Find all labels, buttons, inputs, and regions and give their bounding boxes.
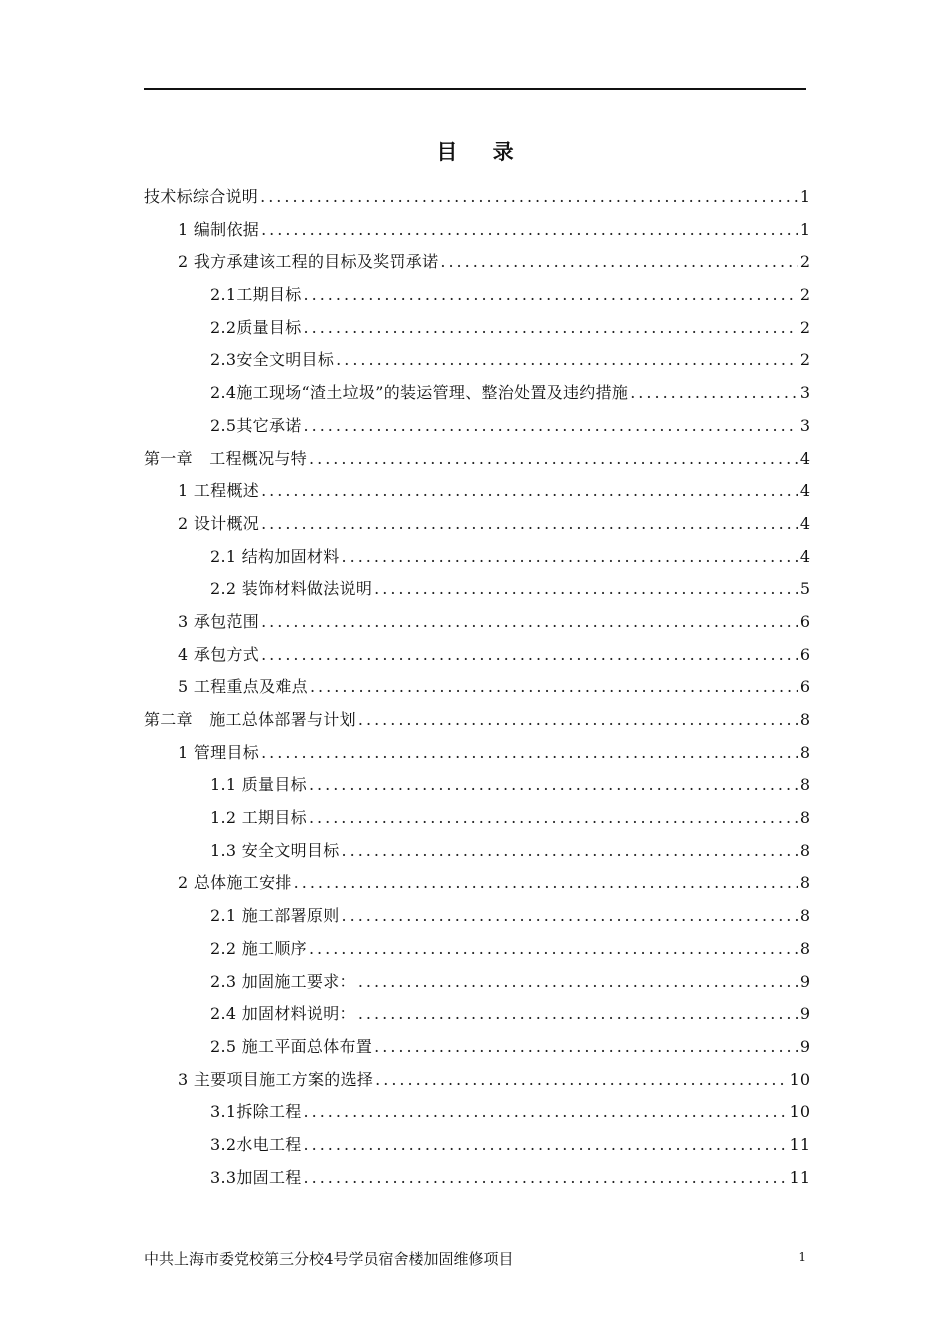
toc-dot-leader [336, 350, 798, 369]
toc-entry-label: 技术标综合说明 [144, 187, 259, 206]
toc-entry-page: 2 [799, 252, 810, 272]
toc-entry-label: 2.5其它承诺 [210, 415, 302, 435]
toc-entry-page: 2 [799, 317, 810, 337]
toc-entry[interactable] [144, 576, 810, 609]
toc-entry-label: 1 管理目标 [178, 742, 260, 762]
toc-entry-page: 8 [799, 808, 810, 828]
toc-dot-leader [261, 514, 798, 533]
toc-entry-label: 1 工程概述 [178, 481, 260, 501]
toc-entry-page: 9 [799, 1036, 810, 1056]
toc-entry[interactable] [144, 1132, 810, 1165]
toc-entry-label: 5 工程重点及难点 [178, 677, 308, 697]
toc-entry-page: 6 [799, 677, 810, 697]
toc-entry[interactable] [144, 380, 810, 413]
toc-entry[interactable] [144, 347, 810, 380]
toc-entry-page: 6 [799, 611, 810, 631]
header-rule [144, 88, 806, 90]
toc-entry-page: 3 [799, 383, 810, 403]
toc-dot-leader [358, 710, 798, 729]
toc-dot-leader [374, 1037, 798, 1056]
toc-dot-leader [358, 1004, 798, 1023]
toc-entry-page: 11 [789, 1134, 810, 1154]
table-of-contents [144, 184, 810, 1197]
toc-entry-label: 2.2 装饰材料做法说明 [210, 579, 373, 599]
toc-entry[interactable] [144, 249, 810, 282]
toc-dot-leader [310, 677, 798, 696]
toc-entry-page: 9 [799, 971, 810, 991]
toc-dot-leader [294, 873, 798, 892]
toc-dot-leader [261, 743, 798, 762]
toc-entry-label: 1 编制依据 [178, 219, 260, 239]
toc-entry-label: 3.1拆除工程 [210, 1102, 302, 1122]
toc-entry-page: 8 [799, 873, 810, 893]
footer-page-number: 1 [798, 1250, 806, 1264]
toc-entry-label: 4 承包方式 [178, 644, 260, 664]
toc-entry-page: 5 [799, 579, 810, 599]
toc-entry-label: 2.1工期目标 [210, 285, 302, 305]
toc-dot-leader [261, 481, 798, 500]
toc-entry[interactable] [144, 413, 810, 446]
toc-entry-page: 9 [799, 1004, 810, 1024]
toc-entry-label: 第一章 工程概况与特 [144, 448, 308, 468]
toc-entry[interactable] [144, 903, 810, 936]
toc-entry-page: 8 [799, 938, 810, 958]
toc-entry[interactable] [144, 1034, 810, 1067]
toc-entry-page: 4 [799, 513, 810, 533]
toc-entry-page: 4 [799, 448, 810, 468]
toc-entry[interactable] [144, 1099, 810, 1132]
toc-entry[interactable] [144, 772, 810, 805]
toc-entry[interactable] [144, 1165, 810, 1198]
toc-dot-leader [374, 579, 798, 598]
toc-entry-label: 2.3 加固施工要求： [210, 971, 356, 991]
toc-entry[interactable] [144, 315, 810, 348]
toc-dot-leader [261, 612, 798, 631]
toc-entry-label: 2.1 施工部署原则 [210, 906, 340, 926]
toc-entry-label: 3 主要项目施工方案的选择 [178, 1069, 374, 1089]
toc-dot-leader [304, 318, 798, 337]
toc-entry-page: 4 [799, 481, 810, 501]
footer-project-name: 中共上海市委党校第三分校4号学员宿舍楼加固维修项目 [144, 1250, 514, 1268]
toc-entry-page: 8 [799, 742, 810, 762]
page-title: 目 录 [436, 140, 528, 164]
toc-dot-leader [342, 841, 798, 860]
toc-entry[interactable] [144, 446, 810, 479]
toc-dot-leader [304, 416, 798, 435]
toc-entry-page: 8 [799, 906, 810, 926]
toc-entry-page: 4 [799, 546, 810, 566]
toc-dot-leader [342, 547, 798, 566]
toc-dot-leader [309, 808, 798, 827]
toc-entry[interactable] [144, 870, 810, 903]
toc-entry-label: 2.4 加固材料说明： [210, 1004, 356, 1024]
toc-entry[interactable] [144, 478, 810, 511]
toc-entry-label: 2.5 施工平面总体布置 [210, 1036, 373, 1056]
toc-entry-label: 2 总体施工安排 [178, 873, 292, 893]
toc-dot-leader [342, 906, 798, 925]
toc-entry[interactable] [144, 184, 810, 217]
toc-dot-leader [309, 775, 798, 794]
toc-dot-leader [261, 645, 798, 664]
toc-dot-leader [375, 1070, 787, 1089]
toc-dot-leader [630, 383, 798, 402]
toc-dot-leader [304, 285, 798, 304]
toc-entry-page: 8 [799, 840, 810, 860]
toc-entry[interactable] [144, 511, 810, 544]
toc-entry-label: 3.2水电工程 [210, 1134, 302, 1154]
toc-entry[interactable] [144, 838, 810, 871]
toc-entry-page: 11 [789, 1167, 810, 1187]
toc-entry[interactable] [144, 609, 810, 642]
toc-dot-leader [309, 939, 798, 958]
toc-dot-leader [304, 1168, 788, 1187]
toc-entry[interactable] [144, 1001, 810, 1034]
toc-entry[interactable] [144, 805, 810, 838]
toc-entry-label: 2.2质量目标 [210, 317, 302, 337]
toc-entry[interactable] [144, 642, 810, 675]
toc-entry[interactable] [144, 544, 810, 577]
toc-entry-page: 10 [789, 1069, 810, 1089]
toc-entry-page: 1 [799, 219, 810, 239]
toc-entry-page: 8 [799, 775, 810, 795]
toc-entry[interactable] [144, 969, 810, 1002]
toc-entry[interactable] [144, 217, 810, 250]
toc-dot-leader [304, 1102, 788, 1121]
toc-dot-leader [304, 1135, 788, 1154]
toc-dot-leader [261, 220, 798, 239]
toc-entry-page: 3 [799, 415, 810, 435]
toc-entry-page: 1 [799, 187, 810, 206]
toc-entry-label: 第二章 施工总体部署与计划 [144, 710, 356, 729]
toc-dot-leader [309, 449, 798, 468]
toc-entry[interactable] [144, 936, 810, 969]
toc-entry-page: 2 [799, 350, 810, 370]
toc-entry-label: 2 设计概况 [178, 513, 260, 533]
toc-entry-label: 3 承包范围 [178, 611, 260, 631]
toc-entry-label: 1.2 工期目标 [210, 808, 307, 828]
toc-entry[interactable] [144, 707, 810, 740]
toc-entry[interactable] [144, 674, 810, 707]
toc-entry-label: 1.3 安全文明目标 [210, 840, 340, 860]
toc-dot-leader [440, 252, 797, 271]
toc-entry-label: 2.1 结构加固材料 [210, 546, 340, 566]
toc-entry-label: 2.3安全文明目标 [210, 350, 335, 370]
toc-entry-label: 1.1 质量目标 [210, 775, 307, 795]
toc-entry-page: 10 [789, 1102, 810, 1122]
toc-entry[interactable] [144, 740, 810, 773]
toc-dot-leader [358, 972, 798, 991]
toc-entry-label: 2.2 施工顺序 [210, 938, 307, 958]
toc-dot-leader [260, 187, 798, 206]
toc-entry[interactable] [144, 1067, 810, 1100]
toc-entry-page: 6 [799, 644, 810, 664]
toc-entry-label: 2.4施工现场“渣土垃圾”的装运管理、整治处置及违约措施 [210, 383, 629, 403]
toc-entry-label: 3.3加固工程 [210, 1167, 302, 1187]
toc-entry[interactable] [144, 282, 810, 315]
toc-entry-page: 8 [799, 710, 810, 729]
toc-entry-page: 2 [799, 285, 810, 305]
toc-entry-label: 2 我方承建该工程的目标及奖罚承诺 [178, 252, 439, 272]
